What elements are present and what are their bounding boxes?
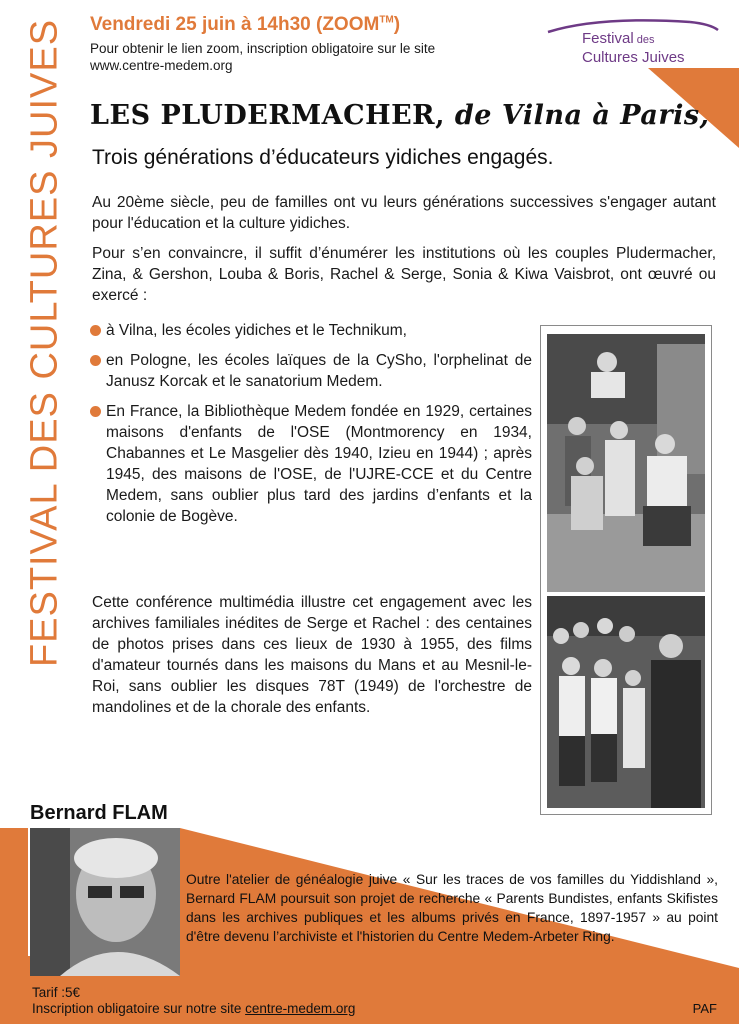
intro-paragraph-1: Au 20ème siècle, peu de familles ont vu leurs générations successives s'engager autant pour l'éducation et la culture yidiches. [92,194,716,232]
event-note-line2[interactable]: www.centre-medem.org [90,58,233,73]
event-date [90,14,540,36]
event-date-close: ) [393,14,401,35]
family-group-photo [547,334,705,592]
bullet-dot-icon [90,325,101,336]
event-header [90,14,540,74]
title-main: LES PLUDERMACHER, [90,100,446,131]
vertical-title-text: FESTIVAL DES CULTURES JUIVES [23,18,66,667]
registration-prefix: Inscription obligatoire sur notre site [32,1001,246,1016]
event-note-line1: Pour obtenir le lien zoom, inscription obligatoire sur le site [90,41,436,56]
intro-text [92,192,716,315]
event-note [90,40,540,74]
list-item-text: en Pologne, les écoles laïques de la CySho, l'orphelinat de Janusz Korcak et le sanatorium Medem. [106,352,532,390]
bullet-dot-icon [90,355,101,366]
logo-line1-small: des [633,34,655,46]
price-info [32,985,355,1017]
registration-text [32,1001,355,1017]
speaker-bio: Outre l'atelier de généalogie juive « Sur les traces de vos familles du Yiddishland », Bernard FLAM poursuit son projet de recherche « Parents Bundistes, enfants Skifistes dans les archives publiques et les albums privés en France, 1897-1957 » au point d'être devenu l’archiviste et l'historien du Centre Medem-Arbeter Ring. [186,872,718,944]
title-rest: de Vilna à Paris, [445,100,710,131]
institutions-list [90,320,532,536]
vertical-festival-title [22,20,68,665]
photo-frame [540,325,712,815]
bullet-dot-icon [90,406,101,417]
speaker-name: Bernard FLAM [30,802,168,824]
logo-line2: Cultures Juives [582,49,685,66]
logo-line1: Festival [582,30,634,47]
list-item-text: à Vilna, les écoles yidiches et le Technikum, [106,322,407,339]
list-item [90,401,532,527]
children-choir-photo [547,596,705,808]
event-tm: TM [379,14,394,26]
speaker-portrait [30,828,180,976]
list-item [90,350,532,392]
list-item [90,320,532,341]
page-subtitle: Trois générations d’éducateurs yidiches engagés. [92,146,554,169]
intro-paragraph-2: Pour s’en convaincre, il suffit d’énumérer les institutions où les couples Pludermacher, Zina, & Gershon, Louba & Boris, Rachel & Serge, Sonia & Kiwa Vaisbrot, ont œuvré ou exercé : [92,245,716,304]
conference-description: Cette conférence multimédia illustre cet engagement avec les archives familiales inédites de Serge et Rachel : des centaines de photos prises dans ces lieux de 1930 à 1955, des films d'amateur tournés dans les maisons du Mans et au Mesnil-le-Roi, sans oublier les disques 78T (1949) de l'orchestre de mandolines et de la chorale des enfants. [92,594,532,716]
registration-link[interactable]: centre-medem.org [245,1001,356,1016]
page-title [90,100,709,131]
list-item-text: En France, la Bibliothèque Medem fondée en 1929, certaines maisons d'enfants de l'OSE (Montmorency en 1934, Chabannes et Le Masgelier dès 1940, Izieu en 1944) ; après 1945, des maisons de l'OSE, de l'UJRE-CCE et du Centre Medem, sans oublier plus tard des jardins d’enfants et la colonie de Bogève. [106,403,532,525]
paf-label: PAF [692,1001,717,1016]
price-text: Tarif :5€ [32,985,81,1000]
event-date-text: Vendredi 25 juin à 14h30 (ZOOM [90,14,380,35]
logo-text [582,30,685,66]
